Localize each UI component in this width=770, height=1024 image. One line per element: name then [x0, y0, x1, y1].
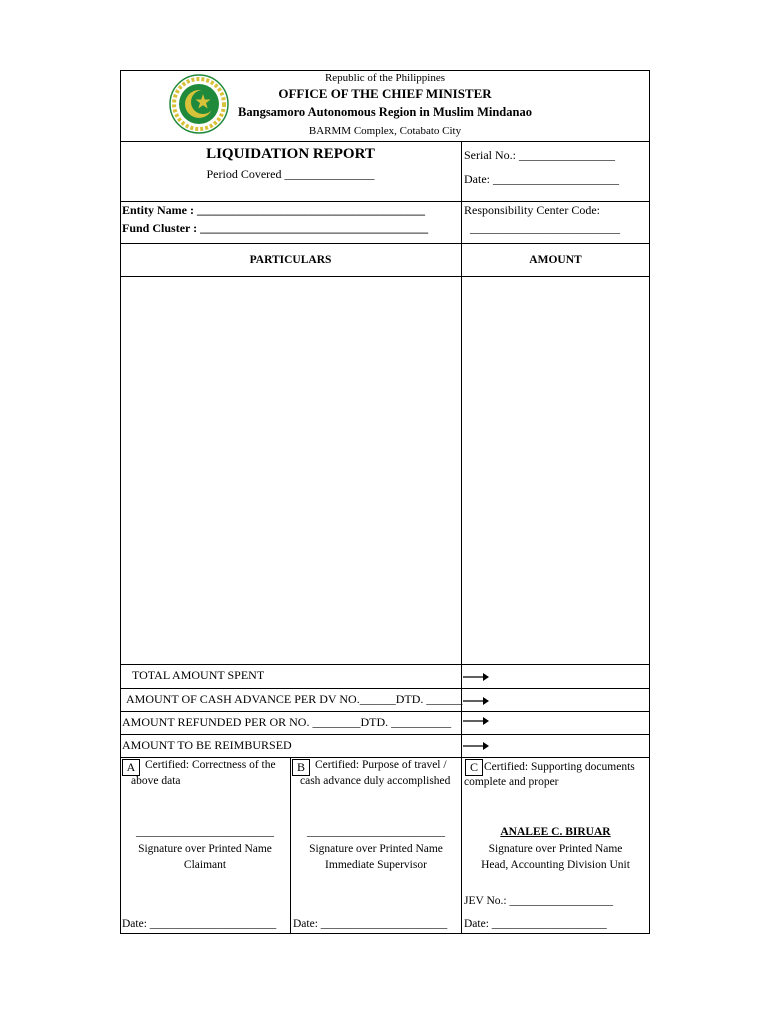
- period-covered-field[interactable]: Period Covered _______________: [206, 167, 375, 181]
- page-title: LIQUIDATION REPORT: [206, 146, 375, 162]
- border-bottom: [120, 933, 650, 934]
- amount-refunded-label[interactable]: AMOUNT REFUNDED PER OR NO. ________DTD. __________: [122, 715, 452, 729]
- cert-a-signature-line[interactable]: ________________________: [136, 826, 274, 838]
- cert-c-signature-label: Signature over Printed Name: [488, 843, 623, 855]
- cert-a-text-line2: above data: [131, 775, 181, 787]
- right-arrow-icon: [463, 672, 489, 682]
- divider-title: [120, 201, 650, 202]
- column-header-particulars: PARTICULARS: [249, 254, 332, 266]
- cert-c-text-line1: Certified: Supporting documents: [484, 761, 635, 773]
- divider-row4: [120, 757, 650, 758]
- cert-c-letter: C: [465, 759, 483, 776]
- border-right: [649, 70, 650, 934]
- right-arrow-icon: [463, 716, 489, 726]
- date-field[interactable]: Date: _____________________: [464, 172, 619, 186]
- responsibility-center-field[interactable]: _________________________: [470, 221, 620, 235]
- amount-reimbursed-label: AMOUNT TO BE REIMBURSED: [122, 738, 292, 752]
- border-top: [120, 70, 650, 71]
- cert-c-text-line2: complete and proper: [464, 776, 559, 788]
- divider-header: [120, 141, 650, 142]
- particulars-area[interactable]: [121, 277, 461, 664]
- right-arrow-icon: [463, 741, 489, 751]
- column-header-amount: AMOUNT: [529, 254, 582, 266]
- cert-b-signature-line[interactable]: ________________________: [307, 826, 445, 838]
- address-line: BARMM Complex, Cotabato City: [308, 125, 462, 137]
- cert-c-role: Head, Accounting Division Unit: [481, 859, 630, 871]
- entity-name-field[interactable]: Entity Name : ______________________________________: [122, 203, 425, 217]
- cert-a-role: Claimant: [183, 859, 227, 871]
- region-title: Bangsamoro Autonomous Region in Muslim Mindanao: [238, 105, 532, 119]
- office-title: OFFICE OF THE CHIEF MINISTER: [278, 86, 492, 101]
- republic-line: Republic of the Philippines: [324, 72, 446, 84]
- cert-c-date-field[interactable]: Date: ____________________: [464, 918, 607, 930]
- divider-total-top: [120, 664, 650, 665]
- right-arrow-icon: [463, 696, 489, 706]
- cert-b-date-field[interactable]: Date: ______________________: [293, 918, 448, 930]
- divider-row1: [120, 688, 650, 689]
- cash-advance-label[interactable]: AMOUNT OF CASH ADVANCE PER DV NO.______DTD. ______: [126, 692, 463, 706]
- fund-cluster-field[interactable]: Fund Cluster : ______________________________________: [122, 221, 429, 235]
- responsibility-center-label: Responsibility Center Code:: [464, 203, 600, 217]
- cert-b-text-line1: Certified: Purpose of travel /: [315, 759, 447, 771]
- cert-b-signature-label: Signature over Printed Name: [309, 843, 443, 855]
- cert-b-letter: B: [292, 759, 310, 776]
- total-amount-spent-label: TOTAL AMOUNT SPENT: [132, 668, 265, 682]
- cert-b-text-line2: cash advance duly accomplished: [300, 775, 451, 787]
- divider-entity: [120, 243, 650, 244]
- cert-a-signature-label: Signature over Printed Name: [138, 843, 272, 855]
- divider-row2: [120, 711, 650, 712]
- cert-a-text-line1: Certified: Correctness of the: [145, 759, 276, 771]
- cert-c-signatory-name: ANALEE C. BIRUAR: [500, 826, 611, 838]
- divider-row3: [120, 734, 650, 735]
- jev-no-field[interactable]: JEV No.: __________________: [464, 895, 613, 907]
- amount-area[interactable]: [462, 277, 649, 664]
- cert-b-role: Immediate Supervisor: [325, 859, 427, 871]
- cert-a-letter: A: [122, 759, 140, 776]
- serial-no-field[interactable]: Serial No.: ________________: [464, 148, 615, 162]
- cert-a-date-field[interactable]: Date: ______________________: [122, 918, 277, 930]
